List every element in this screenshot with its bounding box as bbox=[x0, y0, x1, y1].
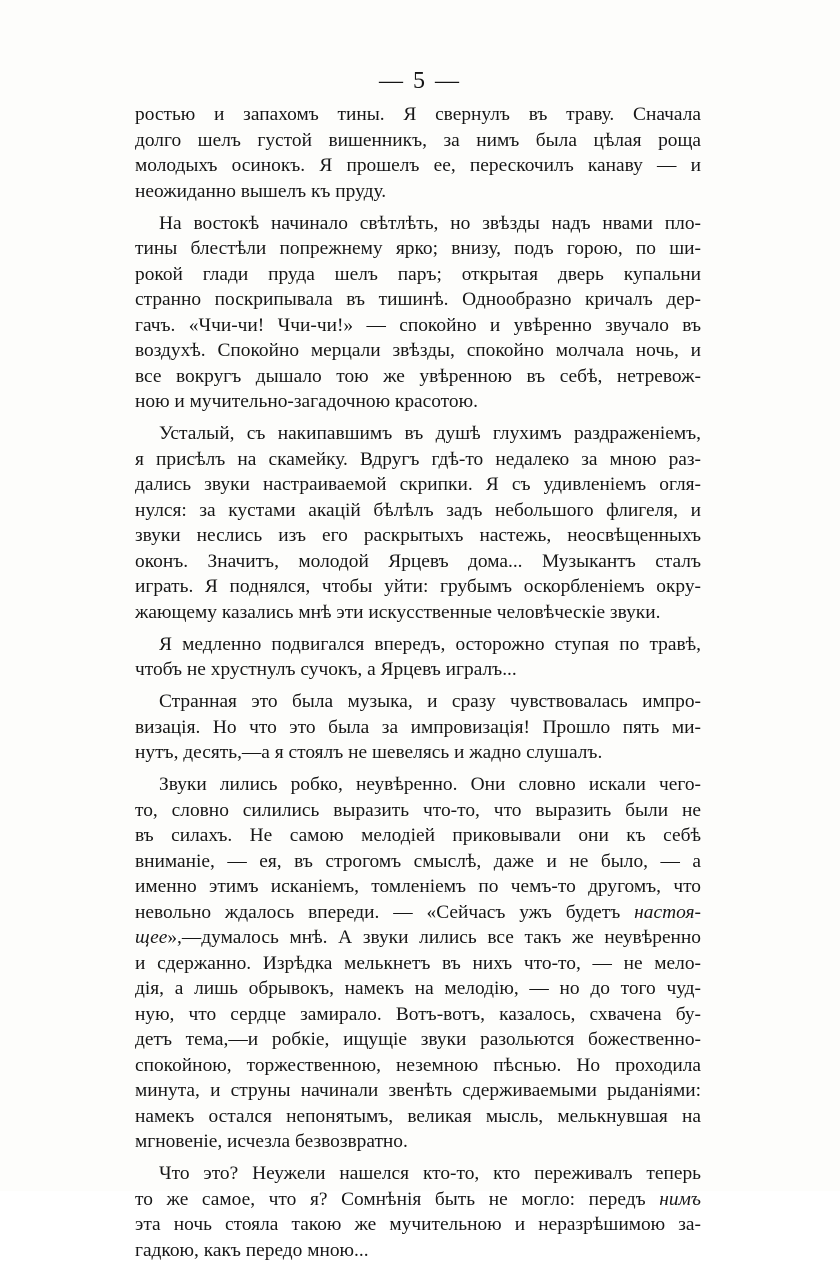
text-line: На востокѣ начинало свѣтлѣть, но звѣзды надъ нвами пло- bbox=[159, 212, 701, 234]
text-line: и сдержанно. Изрѣдка мелькнетъ въ нихъ что-то, — не мело- bbox=[135, 952, 701, 974]
page-number: — 5 — bbox=[379, 68, 461, 94]
paragraph-3 bbox=[135, 421, 701, 625]
text-line: визація. Но что это была за импровизація! Прошло пять ми- bbox=[135, 716, 701, 738]
text-line: рокой глади пруда шелъ паръ; открытая дверь купальни bbox=[135, 263, 701, 285]
text-line: Я медленно подвигался впередъ, осторожно ступая по травѣ, bbox=[159, 633, 701, 655]
text-line: тины блестѣли попрежнему ярко; внизу, подъ горою, по ши- bbox=[135, 238, 701, 259]
body-text bbox=[135, 102, 701, 1270]
text-line: дались звуки настраиваемой скрипки. Я съ удивленіемъ огля- bbox=[135, 474, 701, 495]
text-line: звуки неслись изъ его раскрытыхъ настежь, неосвѣщенныхъ bbox=[135, 525, 701, 546]
text-line: жающему казались мнѣ эти искусственные человѣческіе звуки. bbox=[135, 601, 661, 623]
text-line: играть. Я поднялся, чтобы уйти: грубымъ оскорбленіемъ окру- bbox=[135, 576, 701, 597]
text-line: я присѣлъ на скамейку. Вдругъ гдѣ-то недалеко за мною раз- bbox=[135, 448, 701, 470]
text-line: Странная это была музыка, и сразу чувствовалась импро- bbox=[159, 691, 701, 712]
paragraph-1 bbox=[135, 102, 701, 204]
emphasis: нимъ bbox=[659, 1188, 701, 1210]
text-line: Что это? Неужели нашелся кто-то, кто переживалъ теперь bbox=[159, 1163, 701, 1184]
text-line: нулся: за кустами акацій бѣлѣлъ задъ небольшого флигеля, и bbox=[135, 499, 701, 521]
text-line: намекъ остался непонятымъ, великая мысль, мелькнувшая на bbox=[135, 1105, 701, 1127]
text-line: то, словно силились выразить что-то, что выразить были не bbox=[135, 799, 701, 821]
paragraph-7 bbox=[135, 1161, 701, 1263]
paragraph-5 bbox=[135, 689, 701, 766]
text-line: щее»,—думалось мнѣ. А звуки лились все такъ же неувѣренно bbox=[135, 927, 701, 948]
text-line: детъ тема,—и робкіе, ищущіе звуки разольются божественно- bbox=[135, 1029, 701, 1050]
text-line: неожиданно вышелъ къ пруду. bbox=[135, 180, 387, 202]
text-line: гачъ. «Ччи-чи! Ччи-чи!» — спокойно и увѣренно звучало въ bbox=[135, 314, 701, 336]
emphasis: щее bbox=[135, 927, 168, 948]
text-line: спокойною, торжественною, неземною пѣснью. Но проходила bbox=[135, 1054, 701, 1076]
paragraph-6 bbox=[135, 772, 701, 1155]
text-line: мгновеніе, исчезла безвозвратно. bbox=[135, 1131, 408, 1152]
text-line: именно этимъ исканіемъ, томленіемъ по чемъ-то другомъ, что bbox=[135, 876, 701, 897]
text-line: въ силахъ. Не самою мелодіей приковывали они къ себѣ bbox=[135, 825, 701, 846]
text-line: чтобъ не хрустнулъ сучокъ, а Ярцевъ игралъ... bbox=[135, 659, 517, 680]
text-line: эта ночь стояла такою же мучительною и неразрѣшимою за- bbox=[135, 1214, 701, 1235]
text-line: оконъ. Значитъ, молодой Ярцевъ дома... Музыкантъ сталъ bbox=[135, 550, 701, 572]
text-line: то же самое, что я? Сомнѣнія быть не могло: передъ нимъ bbox=[135, 1188, 701, 1210]
text-line: долго шелъ густой вишенникъ, за нимъ была цѣлая роща bbox=[135, 129, 701, 151]
paragraph-2 bbox=[135, 211, 701, 415]
emphasis: настоя- bbox=[634, 901, 701, 923]
text-line: гадкою, какъ передо мною... bbox=[135, 1239, 369, 1261]
text-line: вниманіе, — ея, въ строгомъ смыслѣ, даже и не было, — а bbox=[135, 850, 701, 872]
paragraph-4 bbox=[135, 632, 701, 683]
text-line: воздухѣ. Спокойно мерцали звѣзды, спокойно молчала ночь, и bbox=[135, 340, 701, 361]
text-line: Усталый, съ накипавшимъ въ душѣ глухимъ раздраженіемъ, bbox=[159, 423, 701, 444]
text-line: ную, что сердце замирало. Вотъ-вотъ, казалось, схвачена бу- bbox=[135, 1003, 701, 1025]
text-line: все вокругъ дышало тою же увѣренною въ себѣ, нетревож- bbox=[135, 365, 701, 387]
text-line: странно поскрипывала въ тишинѣ. Однообразно кричалъ дер- bbox=[135, 289, 701, 310]
text-line: дія, а лишь обрывокъ, намекъ на мелодію, — но до того чуд- bbox=[135, 978, 701, 999]
text-line: ростью и запахомъ тины. Я свернулъ въ траву. Сначала bbox=[135, 104, 701, 125]
text-line: минута, и струны начинали звенѣть сдерживаемыми рыданіями: bbox=[135, 1080, 701, 1101]
text-line: ною и мучительно-загадочною красотою. bbox=[135, 391, 478, 412]
text-line: Звуки лились робко, неувѣренно. Они словно искали чего- bbox=[159, 774, 701, 795]
text-line: невольно ждалось впереди. — «Сейчасъ ужъ будетъ настоя- bbox=[135, 901, 701, 923]
text-line: молодыхъ осинокъ. Я прошелъ ее, перескочилъ канаву — и bbox=[135, 155, 701, 176]
text-line: нутъ, десять,—а я стоялъ не шевелясь и жадно слушалъ. bbox=[135, 742, 603, 763]
